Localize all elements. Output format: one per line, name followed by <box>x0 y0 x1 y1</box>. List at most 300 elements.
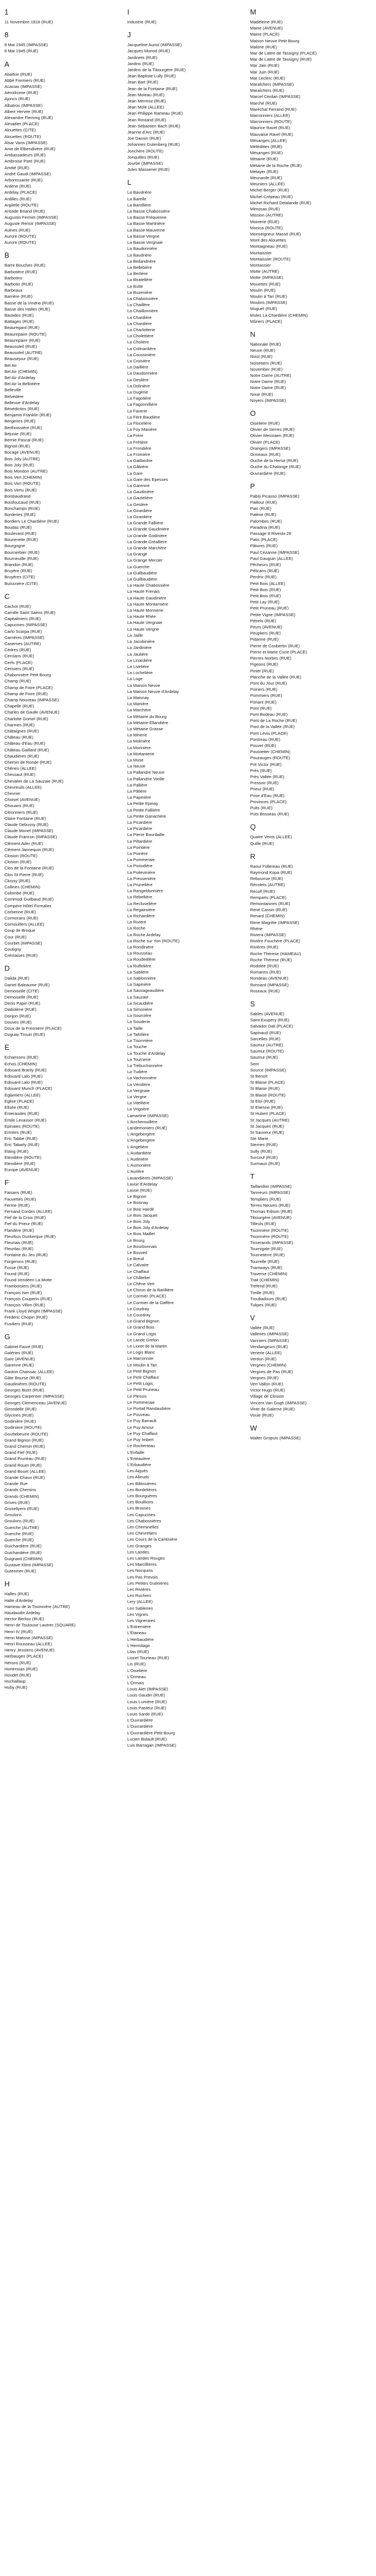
street-entry: Sent <box>250 1061 259 1066</box>
street-entry: Auguste Renoir (IMPASSE) <box>4 221 56 227</box>
street-entry: Jonquilles (RUE) <box>127 154 159 160</box>
street-entry: Village de Closion <box>250 1394 284 1399</box>
street-entry: Gâte Bourse (RUE) <box>4 1375 41 1380</box>
street-entry: Madeleine (RUE) <box>250 19 283 24</box>
street-entry: Prieur (RUE) <box>250 786 275 792</box>
street-entry: Ponant (RUE) <box>250 699 277 705</box>
street-entry: Récolets (AUTRE) <box>250 882 285 888</box>
street-entry: Pâtures (RUE) <box>250 543 278 549</box>
street-entry: Charmes (RUE) <box>4 722 35 727</box>
street-entry: Jardinets (RUE) <box>127 55 158 60</box>
street-entry: Paul Gauguin (ALLEE) <box>250 555 293 561</box>
street-entry: L'Ouvrardière Petit Bourg <box>127 1730 175 1736</box>
street-entry: Rebourrue (RUE) <box>250 876 284 882</box>
street-entry: Le Marronnier <box>127 1356 154 1361</box>
street-list <box>4 71 123 246</box>
street-entry: Bourneuille (RUE) <box>4 555 39 561</box>
street-entry: Tisonnière (ROUTE) <box>250 1227 289 1233</box>
street-entry: Aristide Briand (RUE) <box>4 209 45 214</box>
street-entry: Les Landes Rouges <box>127 1555 165 1561</box>
street-entry: Corbenne (RUE) <box>4 909 36 915</box>
street-entry: La Dugerie <box>127 389 148 395</box>
street-list <box>250 1011 368 1167</box>
street-entry: Bel Air d'Ardelay <box>4 375 36 380</box>
street-entry: La Muse <box>127 757 144 763</box>
street-entry: Capucines (IMPASSE) <box>4 622 47 628</box>
street-entry: Eric Tabarly (RUE) <box>4 1142 40 1148</box>
street-entry: Johannes Gutenberg (RUE) <box>127 142 180 148</box>
street-entry: Georges Carpentier (IMPASSE) <box>4 1394 65 1399</box>
letter-heading: L <box>127 178 131 187</box>
street-entry: Boudas (RUE) <box>4 524 32 530</box>
street-entry: Verdun (RUE) <box>250 1356 277 1362</box>
street-entry: Taillandier (IMPASSE) <box>250 1184 292 1189</box>
street-entry: Barbotin (RUE) <box>4 281 33 287</box>
street-entry: Le Bois Jacquet <box>127 1212 158 1218</box>
letter-heading: W <box>250 1424 257 1433</box>
street-entry: Battages (RUE) <box>4 319 35 325</box>
street-entry: Montaissier (ROUTE) <box>250 256 291 262</box>
street-entry: Beauregard (RUE) <box>4 325 40 331</box>
street-entry: Neuve (RUE) <box>250 348 276 353</box>
street-entry: La Fromière <box>127 452 150 457</box>
street-entry: Lavoir (RUE) <box>127 1187 152 1193</box>
street-entry: Collines (CHEMIN) <box>4 884 41 889</box>
street-entry: La Picardière <box>127 819 153 825</box>
street-entry: La Maison Neuve d'Ardelay <box>127 689 179 694</box>
street-entry: Maison Neuve Petit Bourg <box>250 38 300 43</box>
street-entry: Les Marcillières <box>127 1562 157 1567</box>
street-entry: La Lochelière <box>127 670 153 676</box>
street-entry: La Grande Gréallière <box>127 539 167 544</box>
street-entry: Choisel (AVENUE) <box>4 797 40 803</box>
street-entry: La Papinière <box>127 795 152 800</box>
street-entry: Carrières (IMPASSE) <box>4 635 45 640</box>
street-entry: Buissnière (CITE) <box>4 581 38 586</box>
letter-heading: J <box>127 31 131 40</box>
street-entry: La Touche d'Ardelay <box>127 1050 165 1056</box>
street-entry: Girondelle (RUE) <box>4 1406 37 1412</box>
street-entry: Boisbaudrand <box>4 493 31 499</box>
street-entry: Bournerbier (RUE) <box>4 549 40 555</box>
street-list <box>4 975 123 1038</box>
street-entry: Epinaies (ROUTE) <box>4 1123 40 1129</box>
street-entry: Saumur (AUTRE) <box>250 1043 284 1048</box>
street-entry: La Métairie Ellandière <box>127 720 168 725</box>
street-entry: Maréchal Ferrand (RUE) <box>250 106 297 112</box>
street-entry: L'Herbaudière <box>127 1636 154 1642</box>
street-entry: Grand Rouet (RUE) <box>4 1462 42 1468</box>
street-entry: Vanniers (IMPASSE) <box>250 1338 289 1343</box>
street-entry: La Geslère <box>127 502 148 507</box>
street-entry: Mar Leclerc (RUE) <box>250 75 285 81</box>
street-entry: Moulin à Tan (RUE) <box>250 293 287 299</box>
street-entry: La Baudonnière <box>127 246 158 252</box>
street-entry: L'Aurière <box>127 1169 144 1174</box>
street-entry: La Sablonnière <box>127 976 156 981</box>
street-entry: La Basse Chabossière <box>127 209 170 214</box>
street-entry: Roche Thérese (RUE) <box>250 957 292 962</box>
street-entry: Les Landes <box>127 1549 149 1555</box>
street-entry: Raymond Kopa (RUE) <box>250 869 292 875</box>
street-entry: Rhéne <box>250 926 263 931</box>
letter-heading: B <box>4 251 9 260</box>
street-entry: Clément Ader (RUE) <box>4 840 43 846</box>
street-entry: Flandère (RUE) <box>4 1227 35 1233</box>
letter-section <box>4 1333 123 1575</box>
street-entry: Vincent Van Gogh (IMPASSE) <box>250 1400 307 1405</box>
street-entry: Le Plessis <box>127 1393 147 1399</box>
letter-heading: I <box>127 8 130 16</box>
street-entry: St Eloi (RUE) <box>250 1098 276 1104</box>
street-entry: Le Puy Amour <box>127 1424 154 1430</box>
street-entry: Ormeaux (RUE) <box>250 452 281 457</box>
street-entry: La Grande Godinière <box>127 533 167 538</box>
street-entry: 8 Mai 1945 (RUE) <box>4 48 38 54</box>
street-entry: Émeraudes (RUE) <box>4 1111 40 1117</box>
street-entry: Faisans (RUE) <box>4 1190 32 1196</box>
street-entry: Fernand Cordes (ALLEE) <box>4 1208 52 1214</box>
street-list <box>4 1591 123 1690</box>
street-entry: La Haute Chabossière <box>127 583 170 588</box>
street-entry: Pierres Norbes (RUE) <box>250 656 291 661</box>
street-entry: Champ Nouveau (IMPASSE) <box>4 697 59 702</box>
street-entry: Bignoil (RUE) <box>4 444 30 449</box>
street-entry: Malone (RUE) <box>250 44 277 50</box>
street-entry: Claude Francon (IMPASSE) <box>4 834 57 840</box>
street-entry: Borderies (RUE) <box>4 512 36 518</box>
street-entry: Cerclans (RUE) <box>4 653 35 659</box>
street-list <box>128 42 246 173</box>
street-entry: Alsar Varin (IMPASSE) <box>4 140 47 145</box>
street-entry: Le Puy Imbert <box>127 1437 154 1443</box>
street-entry: Les Bouillions <box>127 1500 154 1505</box>
street-entry: Brandon (RUE) <box>4 562 33 568</box>
street-entry: Les Bordelières <box>127 1487 157 1492</box>
street-entry: Jourbé (IMPASSE) <box>127 161 163 166</box>
street-entry: Coutigny <box>4 947 21 952</box>
street-entry: Barbotins <box>4 275 23 281</box>
street-entry: Boisfoucaud (RUE) <box>4 500 41 505</box>
street-entry: Les Vigneraies <box>127 1618 155 1623</box>
street-entry: Lamartine (IMPASSE) <box>127 1113 169 1118</box>
street-entry: Romarins (RUE) <box>250 970 281 975</box>
street-entry: Pais (RUE) <box>250 506 271 512</box>
street-entry: Le Bois Joly d'Ardelay <box>127 1225 169 1231</box>
street-entry: Clément Jannequin (RUE) <box>4 847 54 852</box>
street-entry: Vendangeurs (RUE) <box>250 1344 288 1349</box>
street-entry: Jean Philippe Rameau (RUE) <box>127 111 183 116</box>
street-entry: Gouttebeurre (ROUTE) <box>4 1431 48 1437</box>
street-entry: Joe Dassin (RUE) <box>127 136 162 141</box>
street-entry: Riviera (IMPASSE) <box>250 932 286 938</box>
letter-section <box>4 60 123 246</box>
street-entry: Donjon (RUE) <box>4 1013 31 1019</box>
street-entry: Abattoir (RUE) <box>4 71 32 77</box>
street-list <box>4 1054 123 1173</box>
street-entry: La Rebellière <box>127 894 153 900</box>
street-entry: Le Bouveil <box>127 1250 147 1255</box>
street-entry: Tibourgère (AVENUE) <box>250 1215 292 1221</box>
street-entry: Chessaut (RUE) <box>4 772 36 778</box>
street-entry: La Frétière <box>127 439 148 445</box>
street-entry: Venerie (ALLEE) <box>250 1350 282 1355</box>
street-entry: La Trébuchonnière <box>127 1063 163 1068</box>
street-entry: Palène (RUE) <box>250 512 276 518</box>
street-entry: Surmaux (RUE) <box>250 1161 280 1166</box>
street-entry: Noyers (IMPASSE) <box>250 397 286 403</box>
letter-heading: T <box>250 1172 255 1181</box>
letter-heading: P <box>250 481 255 490</box>
street-entry: Jonchère (ROUTE) <box>127 148 164 154</box>
street-entry: Oiselière (RUE) <box>250 420 280 426</box>
street-entry: Petit Bois (RUE) <box>250 587 281 592</box>
street-entry: La Manière <box>127 701 149 707</box>
street-entry: La Picardière <box>127 826 153 832</box>
street-entry: Hérons (RUE) <box>4 1660 31 1665</box>
street-entry: Tanneurs (IMPASSE) <box>250 1190 290 1196</box>
street-entry: La Tafolière <box>127 1031 149 1037</box>
street-entry: Olivier de Serres (RUE) <box>250 427 295 432</box>
street-entry: La Sapinière <box>127 982 152 987</box>
letter-section <box>250 482 368 818</box>
street-entry: Le Breuil <box>127 1256 144 1262</box>
street-entry: Arboressante (RUE) <box>4 178 43 183</box>
street-entry: Maraîchers (RUE) <box>250 88 285 94</box>
street-entry: La Jaille <box>127 632 143 638</box>
street-list <box>250 420 368 476</box>
street-entry: Halte d'Ardelay <box>4 1597 33 1603</box>
street-entry: Châtaignes (RUE) <box>4 728 39 734</box>
street-entry: Le Boisnay <box>127 1200 149 1206</box>
street-entry: Tilleuls (RUE) <box>250 1221 276 1227</box>
street-entry: Eric Tabbe (RUE) <box>4 1136 37 1142</box>
street-entry: Galéries (RUE) <box>4 1350 33 1355</box>
street-entry: Herbauges (PLACE) <box>4 1654 43 1659</box>
street-entry: La Pressenière <box>127 876 156 881</box>
street-entry: Chaudières (RUE) <box>4 753 40 759</box>
index-column <box>250 4 368 1754</box>
street-entry: La Buzenière <box>127 289 153 295</box>
street-entry: Acacias (IMPASSE) <box>4 84 42 90</box>
street-entry: Bois Joly (AUTRE) <box>4 456 40 461</box>
street-entry: Paradina (RUE) <box>250 524 280 530</box>
street-entry: Près (RUE) <box>250 768 272 773</box>
street-entry: Douves (RUE) <box>4 1019 32 1025</box>
street-entry: Pigeons (RUE) <box>250 662 279 667</box>
street-entry: Closion (ROUTE) <box>4 853 38 858</box>
street-entry: Berthoissière (RUE) <box>4 425 42 430</box>
street-entry: Barrière (RUE) <box>4 294 33 299</box>
street-entry: Pont Bodeau (RUE) <box>250 711 288 717</box>
street-entry: La Charlotterie <box>127 327 155 332</box>
street-entry: Chênes (ALLEE) <box>4 766 36 771</box>
street-entry: Alexandre Flemmg (RUE) <box>4 115 53 121</box>
street-entry: La Butte <box>127 283 143 289</box>
street-entry: Bel Air <box>4 362 17 368</box>
street-entry: Le Bourg <box>127 1237 145 1243</box>
street-entry: Mont des Alouettes <box>250 238 286 243</box>
street-entry: Bois Joly (RUE) <box>4 462 35 468</box>
street-entry: Trait (CHEMIN) <box>250 1277 280 1283</box>
street-entry: La Rangeldonnière <box>127 888 163 894</box>
street-entry: Montaissier <box>250 250 272 255</box>
street-entry: Gustave Klimt (IMPASSE) <box>4 1562 53 1567</box>
street-entry: Ellsée (RUE) <box>4 1105 29 1110</box>
street-entry: Les Petites Guilnières <box>127 1580 169 1586</box>
street-entry: Bruyère (RUE) <box>4 568 32 574</box>
street-list <box>250 863 368 994</box>
street-entry: La Biratellère <box>127 277 153 283</box>
street-entry: La Guilbaudière <box>127 570 158 576</box>
street-entry: La Pommeraie <box>127 857 155 863</box>
letter-section <box>4 1178 123 1326</box>
street-entry: St Jacques (RUE) <box>250 1123 284 1129</box>
street-entry: Marcel Cerdan (IMPASSE) <box>250 94 301 100</box>
street-entry: Marché (RUE) <box>250 100 277 106</box>
street-entry: Le Bois Joly <box>127 1218 150 1224</box>
street-entry: Mésanges (ALLEE) <box>250 137 287 143</box>
street-entry: La Daillière <box>127 365 149 370</box>
street-entry: Petite Vigne (IMPASSE) <box>250 612 296 617</box>
street-entry: La Grande Marchère <box>127 545 167 551</box>
street-entry: Gare (AVENUE) <box>4 1356 35 1362</box>
street-entry: La Rivière <box>127 920 147 925</box>
street-entry: Citronniers (RUE) <box>4 809 38 815</box>
street-entry: Les Bourguères <box>127 1493 158 1498</box>
street-entry: Les Cheminelles <box>127 1524 159 1530</box>
street-entry: Georges Bizet (RUE) <box>4 1388 45 1393</box>
street-entry: Le Chaffaut <box>127 1269 149 1274</box>
street-entry: Petit Bois (ALLEE) <box>250 581 285 586</box>
street-entry: Fosse (RUE) <box>4 1265 29 1270</box>
street-entry: Le Bourbonnais <box>127 1243 157 1249</box>
street-entry: La Girardière <box>127 508 152 513</box>
street-entry: Jean Mole (ALLEE) <box>127 105 164 110</box>
street-entry: La Pierre Bourdaille <box>127 832 165 838</box>
street-entry: Louis Alet (IMPASSE) <box>127 1687 168 1692</box>
street-entry: Remontaisnes (RUE) <box>250 901 290 906</box>
street-entry: Vergnes (RUE) <box>250 1375 279 1380</box>
street-entry: Cèdres (RUE) <box>4 647 31 653</box>
street-entry: Tramways (RUE) <box>250 1265 282 1270</box>
street-entry: L'Ouvrardière <box>127 1718 153 1723</box>
street-entry: Le Petit Chaffaut <box>127 1375 159 1380</box>
street-entry: Landemoniers (RUE) <box>127 1125 167 1130</box>
street-entry: La Sauzaie <box>127 994 149 1000</box>
street-entry: Mules La Chardière (CHEMIN) <box>250 312 308 318</box>
street-entry: Fredéric Chopin (RUE) <box>4 1315 48 1320</box>
street-entry: Patis (PLACE) <box>250 537 277 543</box>
street-entry: St Blaise (RUE) <box>250 1086 280 1092</box>
street-entry: La Marchère <box>127 707 152 713</box>
street-entry: Lis (RUE) <box>127 1661 146 1667</box>
street-entry: Le Petit Pruneau <box>127 1387 159 1393</box>
street-entry: François Villon (RUE) <box>4 1302 45 1307</box>
street-entry: Diabolène (RUE) <box>4 1007 37 1012</box>
street-entry: Jacqueline Auriol (IMPASSE) <box>127 42 182 48</box>
street-entry: La Maisnay <box>127 695 149 700</box>
street-entry: Mélédittes (RUE) <box>250 144 282 150</box>
street-entry: Henri Rousseau (ALLEE) <box>4 1641 52 1646</box>
street-entry: La Foy Manière <box>127 427 157 432</box>
street-entry: L'Ormeau <box>127 1674 146 1679</box>
street-entry: Bénédictins (RUE) <box>4 406 40 411</box>
street-entry: Pierre et Marie Curie (PLACE) <box>250 649 307 655</box>
street-entry: Les Capucines <box>127 1512 155 1517</box>
street-entry: Industrie (RUE) <box>127 19 157 24</box>
street-entry: Notre Dame (AUTRE) <box>250 372 291 378</box>
street-entry: Eglise (PLACE) <box>4 1098 34 1104</box>
street-entry: Almadier (PLACE) <box>4 121 40 127</box>
street-entry: Aérodrome (RUE) <box>4 90 38 96</box>
street-entry: La Métairie du Bourg <box>127 714 167 719</box>
street-entry: La Sauvageaudière <box>127 988 164 994</box>
street-entry: Pressoir (RUE) <box>250 780 279 786</box>
street-entry: Huchallaup <box>4 1679 26 1684</box>
street-entry: Albatros (IMPASSE) <box>4 102 43 108</box>
letter-heading: M <box>250 8 256 16</box>
street-entry: Lilas (RUE) <box>127 1649 149 1654</box>
street-entry: Mûriers (PLACE) <box>250 318 282 324</box>
street-entry: La Chaillonnière <box>127 308 158 314</box>
street-entry: Cormorans (RUE) <box>4 916 38 921</box>
street-entry: La Cholière <box>127 340 149 345</box>
street-entry: St Sauveur (RUE) <box>250 1129 284 1135</box>
street-entry: Pidanne (RUE) <box>250 637 279 642</box>
street-entry: Bourgogne <box>4 543 26 549</box>
street-entry: Barbotière (RUE) <box>4 269 37 274</box>
street-entry: L'Hermitage <box>127 1643 150 1648</box>
street-entry: Mission (AUTRE) <box>250 213 283 218</box>
street-entry: Trefend (RUE) <box>250 1284 278 1289</box>
street-entry: La Piltardière <box>127 838 153 844</box>
street-entry: Sapinaud (RUE) <box>250 1030 281 1035</box>
street-entry: La Coussinière <box>127 352 156 357</box>
street-entry: Jean de la Fontaine (RUE) <box>127 86 178 91</box>
street-entry: Motte (AUTRE) <box>250 269 279 274</box>
letter-section <box>250 1314 368 1418</box>
street-entry: François Iser (RUE) <box>4 1290 42 1295</box>
street-entry: Motte (IMPASSE) <box>250 275 284 281</box>
street-entry: La Poirière <box>127 851 148 856</box>
street-entry: Chevrier <box>4 790 21 796</box>
street-entry: Notre Dame (RUE) <box>250 379 286 385</box>
street-entry: 11 Novembre 1918 (RUE) <box>4 19 53 24</box>
street-entry: La Rondinière <box>127 945 154 950</box>
street-entry: Béjuste (RUE) <box>4 431 32 436</box>
street-entry: Echansons (RUE) <box>4 1055 38 1060</box>
street-entry: Pont Levis (PLACE) <box>250 730 288 736</box>
street-entry: Lery (ALLEE) <box>127 1599 153 1605</box>
letter-heading: D <box>4 964 10 973</box>
street-entry: Pierre de Coubertin (RUE) <box>250 643 300 648</box>
street-entry: Ardilles (RUE) <box>4 196 32 201</box>
letter-section <box>4 1043 123 1173</box>
street-entry: Pablo Picasso (IMPASSE) <box>250 493 300 499</box>
index-column <box>128 4 246 1754</box>
street-entry: La Taille <box>127 1025 143 1031</box>
street-entry: Houdet (RUE) <box>4 1672 31 1678</box>
street-entry: Pontreau (RUE) <box>250 736 281 742</box>
street-entry: Le Chêne Vert <box>127 1281 155 1287</box>
street-entry: La Guerche <box>127 564 150 569</box>
street-entry: Edouard Lalo (RUE) <box>4 1074 43 1079</box>
street-entry: Guerche (RUE) <box>4 1531 34 1536</box>
street-entry: Mimosas (RUE) <box>250 207 280 212</box>
street-entry: L'Angebergère <box>127 1132 155 1137</box>
street-entry: Poiriers (RUE) <box>250 687 277 692</box>
